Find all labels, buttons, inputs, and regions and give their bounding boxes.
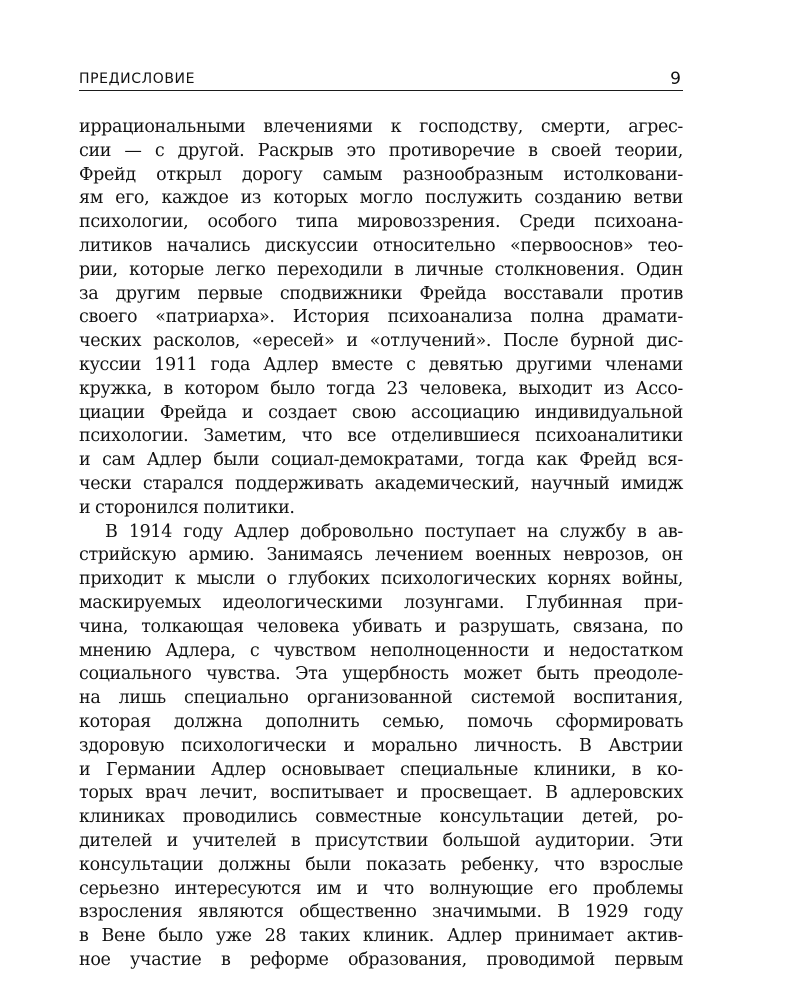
text-line: социального чувства. Эта ущербность может быть преодоле- bbox=[79, 664, 683, 685]
text-line: В 1914 году Адлер добровольно поступает на службу в ав- bbox=[105, 521, 683, 542]
text-line: в Вене было уже 28 таких клиник. Адлер принимает актив- bbox=[79, 926, 683, 947]
running-head bbox=[79, 66, 683, 91]
text-line: и сторонился политики. bbox=[79, 497, 295, 518]
text-line: психологии. Заметим, что все отделившиеся психоаналитики bbox=[79, 426, 683, 447]
text-line: чина, толкающая человека убивать и разрушать, связана, по bbox=[79, 616, 683, 637]
text-line: чески старался поддерживать академический, научный имидж bbox=[79, 473, 683, 494]
paragraph bbox=[79, 521, 683, 973]
text-line: приходит к мысли о глубоких психологических корнях войны, bbox=[79, 569, 683, 590]
text-line: кружка, в котором было тогда 23 человека, выходит из Ассо- bbox=[79, 378, 683, 399]
running-title: ПРЕДИСЛОВИЕ bbox=[79, 71, 196, 87]
text-line: маскируемых идеологическими лозунгами. Глубинная при- bbox=[79, 592, 683, 613]
text-line: сии — с другой. Раскрыв это противоречие в своей теории, bbox=[79, 140, 683, 161]
text-line: литиков начались дискуссии относительно «первооснов» тео- bbox=[79, 235, 683, 256]
text-line: ям его, каждое из которых могло послужить созданию ветви bbox=[79, 188, 683, 209]
text-line: куссии 1911 года Адлер вместе с девятью другими членами bbox=[79, 354, 683, 375]
text-line: взросления являются общественно значимыми. В 1929 году bbox=[79, 902, 683, 923]
text-line: стрийскую армию. Занимаясь лечением военных неврозов, он bbox=[79, 545, 683, 566]
text-line: клиниках проводились совместные консультации детей, ро- bbox=[79, 807, 683, 828]
text-line: иррациональными влечениями к господству, смерти, агрес- bbox=[79, 117, 683, 137]
text-line: серьезно интересуются им и что волнующие его проблемы bbox=[79, 878, 683, 899]
text-line: ческих расколов, «ересей» и «отлучений». После бурной дис- bbox=[79, 331, 683, 352]
text-line: консультации должны были показать ребенку, что взрослые bbox=[79, 854, 683, 875]
body-text bbox=[79, 116, 683, 973]
text-line: своего «патриарха». История психоанализа полна драмати- bbox=[79, 307, 683, 328]
text-line: за другим первые сподвижники Фрейда восставали против bbox=[79, 283, 683, 304]
text-line: и сам Адлер были социал-демократами, тогда как Фрейд вся- bbox=[79, 450, 683, 471]
text-line: Фрейд открыл дорогу самым разнообразным истолковани- bbox=[79, 164, 683, 185]
page-number: 9 bbox=[670, 69, 681, 89]
text-line: на лишь специально организованной системой воспитания, bbox=[79, 688, 683, 709]
text-line: психологии, особого типа мировоззрения. Среди психоана- bbox=[79, 212, 683, 233]
text-line: дителей и учителей в присутствии большой аудитории. Эти bbox=[79, 830, 683, 851]
text-line: которая должна дополнить семью, помочь сформировать bbox=[79, 711, 683, 732]
text-line: здоровую психологически и морально личность. В Австрии bbox=[79, 735, 683, 756]
paragraph bbox=[79, 116, 683, 521]
text-line: и Германии Адлер основывает специальные клиники, в ко- bbox=[79, 759, 683, 780]
text-line: циации Фрейда и создает свою ассоциацию индивидуальной bbox=[79, 402, 683, 423]
text-line: рии, которые легко переходили в личные столкновения. Один bbox=[79, 259, 683, 280]
text-line: ное участие в реформе образования, проводимой первым bbox=[79, 949, 683, 970]
text-line: мнению Адлера, с чувством неполноценности и недостатком bbox=[79, 640, 683, 661]
text-line: торых врач лечит, воспитывает и просвещает. В адлеровских bbox=[79, 783, 683, 804]
book-page bbox=[79, 66, 683, 973]
